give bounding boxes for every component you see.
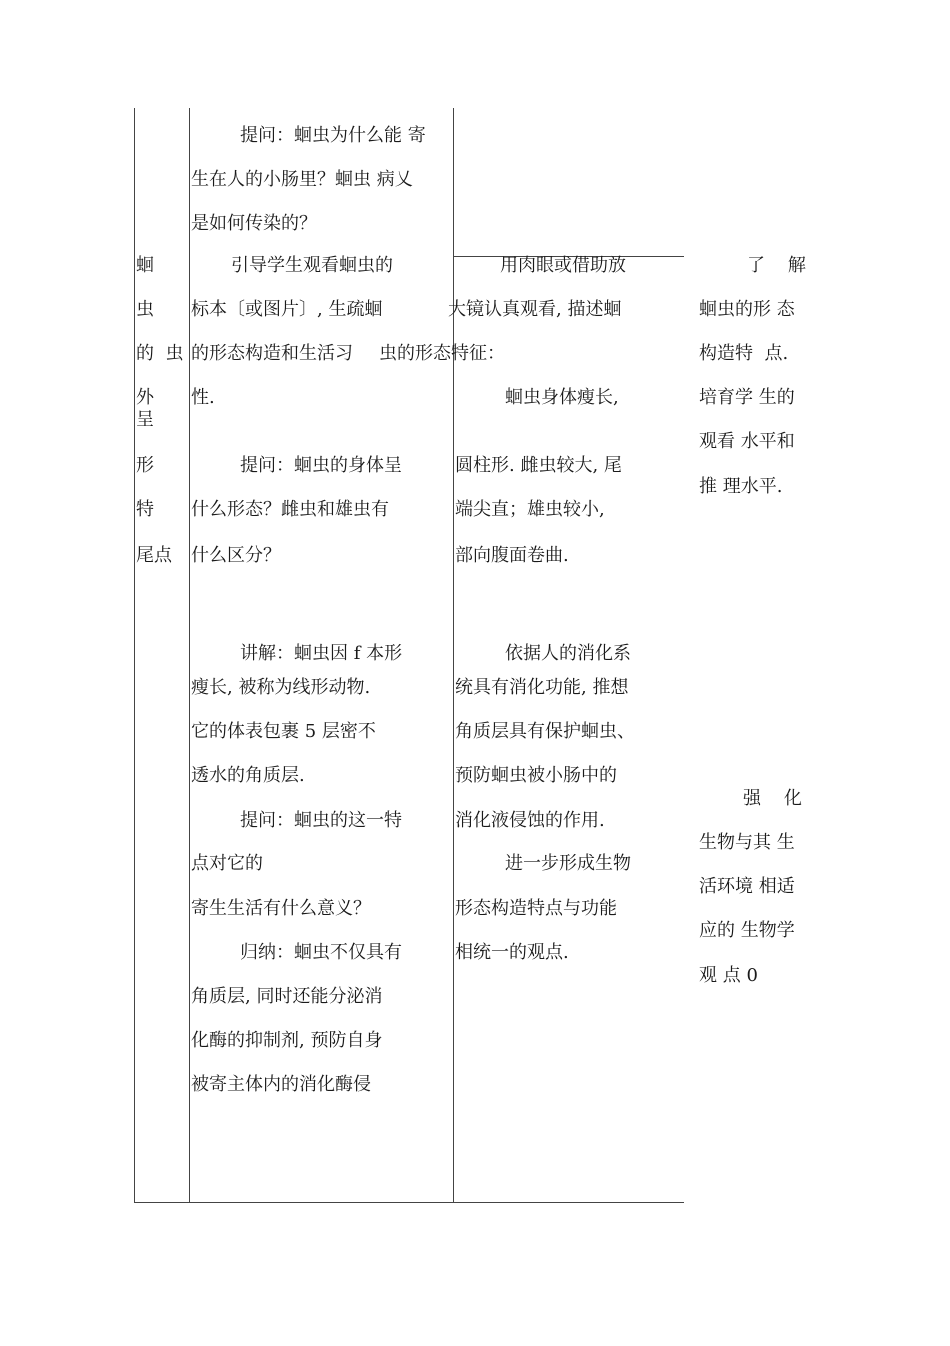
teacher-line: 性. xyxy=(191,387,215,408)
intent-line: 观 点 0 xyxy=(699,965,758,986)
teacher-line: 什么区分？ xyxy=(191,545,281,566)
teacher-line: 提问：蛔虫的身体呈 xyxy=(240,455,402,476)
teacher-line: 生在人的小肠里？蛔虫 病乂 xyxy=(191,169,413,190)
teacher-line: 瘦长, 被称为线形动物. xyxy=(191,677,371,698)
student-line: 依据人的消化系 xyxy=(505,643,631,664)
student-line: 圆柱形. 雌虫较大, 尾 xyxy=(455,455,622,476)
column-divider-1 xyxy=(189,108,190,1203)
student-line: 进一步形成生物 xyxy=(505,853,631,874)
teacher-line: 寄生生活有什么意义？ xyxy=(191,898,371,919)
table-bottom-border xyxy=(134,1202,684,1203)
intent-line: 强 化 xyxy=(743,788,802,809)
topic-line: 形 xyxy=(136,455,154,476)
teacher-line: 透水的角质层. xyxy=(191,765,305,786)
student-line: 预防蛔虫被小肠中的 xyxy=(455,765,617,786)
teacher-line: 被寄主体内的消化酶侵 xyxy=(191,1074,371,1095)
teacher-line: 归纳：蛔虫不仅具有 xyxy=(240,942,402,963)
intent-line: 蛔虫的形 态 xyxy=(699,299,795,320)
student-line: 形态构造特点与功能 xyxy=(455,898,617,919)
topic-line: 尾点 xyxy=(136,545,172,566)
student-line: 虫的形态特征： xyxy=(379,343,505,364)
student-line: 端尖直；雄虫较小, xyxy=(455,499,605,520)
intent-line: 推 理水平. xyxy=(699,476,783,497)
topic-line: 的 虫 xyxy=(136,343,184,364)
student-line: 部向腹面卷曲. xyxy=(455,545,569,566)
intent-line: 生物与其 生 xyxy=(699,832,795,853)
topic-line: 呈 xyxy=(136,409,154,430)
column-divider-2 xyxy=(453,108,454,1203)
intent-line: 培育学 生的 xyxy=(699,387,795,408)
student-line: 消化液侵蚀的作用. xyxy=(455,810,605,831)
student-line: 大镜认真观看, 描述蛔 xyxy=(448,299,622,320)
student-line: 统具有消化功能, 推想 xyxy=(455,677,629,698)
student-line: 蛔虫身体瘦长, xyxy=(505,387,619,408)
intent-line: 了 解 xyxy=(747,255,806,276)
teacher-line: 化酶的抑制剂, 预防自身 xyxy=(191,1030,383,1051)
teacher-line: 标本〔或图片〕, 生疏蛔 xyxy=(191,299,383,320)
intent-line: 活环境 相适 xyxy=(699,876,795,897)
table-left-border xyxy=(134,108,135,1203)
topic-line: 特 xyxy=(136,499,154,520)
student-line: 角质层具有保护蛔虫、 xyxy=(455,721,635,742)
topic-line: 虫 xyxy=(136,299,154,320)
teacher-line: 它的体表包裹 5 层密不 xyxy=(191,721,376,742)
teacher-line: 什么形态？雌虫和雄虫有 xyxy=(191,499,389,520)
topic-line: 外 xyxy=(136,387,154,408)
student-line: 相统一的观点. xyxy=(455,942,569,963)
intent-line: 应的 生物学 xyxy=(699,920,795,941)
teacher-line: 是如何传染的？ xyxy=(191,213,317,234)
teacher-line: 提问：蛔虫为什么能 寄 xyxy=(240,125,426,146)
teacher-line: 角质层, 同时还能分泌消 xyxy=(191,986,383,1007)
teacher-line: 提问：蛔虫的这一特 xyxy=(240,810,402,831)
intent-line: 构造特 点. xyxy=(699,343,789,364)
student-line: 用肉眼或借助放 xyxy=(500,255,626,276)
teacher-line: 的形态构造和生活习 xyxy=(191,343,353,364)
teacher-line: 点对它的 xyxy=(191,853,263,874)
teacher-line: 引导学生观看蛔虫的 xyxy=(231,255,393,276)
topic-line: 蛔 xyxy=(136,255,154,276)
intent-line: 观看 水平和 xyxy=(699,431,795,452)
teacher-line: 讲解：蛔虫因 f 本形 xyxy=(240,643,403,664)
